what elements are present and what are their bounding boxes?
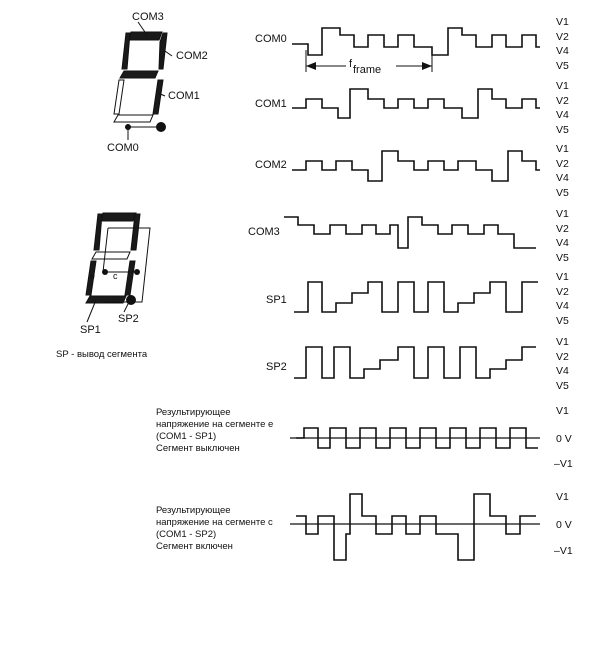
level-v1: V1 <box>556 405 569 417</box>
level-v2: V2 <box>556 351 569 363</box>
waveform-name: COM3 <box>248 226 280 238</box>
waveform-trace <box>292 151 540 181</box>
level-v1: V1 <box>556 16 569 28</box>
segment-f <box>94 214 102 250</box>
level-v1: V1 <box>556 271 569 283</box>
level-minus-v1: –V1 <box>554 545 573 557</box>
seven-segment-digit-top <box>114 32 167 122</box>
waveform-trace <box>294 347 536 378</box>
segment-c <box>125 261 135 295</box>
segment-e <box>114 80 124 114</box>
segment-e-node <box>102 269 108 275</box>
level-v2: V2 <box>556 31 569 43</box>
level-v5: V5 <box>556 124 569 136</box>
result-segment-e <box>156 405 573 470</box>
seven-segment-digit-bottom <box>86 213 140 303</box>
level-v1: V1 <box>556 208 569 220</box>
level-v5: V5 <box>556 187 569 199</box>
result-desc-line-3: (COM1 - SP2) <box>156 529 217 540</box>
result-desc-line-1: Результирующее <box>156 505 231 516</box>
level-v4: V4 <box>556 109 569 121</box>
waveform-sp1 <box>266 271 569 327</box>
level-v4: V4 <box>556 237 569 249</box>
waveform-name: COM0 <box>255 33 287 45</box>
waveform-name: SP2 <box>266 361 287 373</box>
com3-label: COM3 <box>132 11 164 23</box>
segment-d <box>114 115 153 122</box>
waveform-name: COM2 <box>255 159 287 171</box>
result-desc-line-3: (COM1 - SP1) <box>156 431 217 442</box>
level-v1: V1 <box>556 491 569 503</box>
result-desc-line-4: Сегмент включен <box>156 541 233 552</box>
result-desc-line-1: Результирующее <box>156 407 231 418</box>
segment-c <box>153 80 163 114</box>
waveform-com0 <box>255 16 569 76</box>
frame-arrow-right <box>422 62 432 70</box>
result-segment-c <box>156 491 573 560</box>
level-v5: V5 <box>556 60 569 72</box>
lcd-digit-segment-wiring <box>56 213 150 360</box>
waveform-trace <box>292 89 540 118</box>
result-desc-line-4: Сегмент выключен <box>156 443 240 454</box>
waveform-sp2 <box>266 336 569 392</box>
sp2-label: SP2 <box>118 313 139 325</box>
waveform-trace <box>292 28 540 55</box>
level-v1: V1 <box>556 80 569 92</box>
com0-label: COM0 <box>107 142 139 154</box>
sp1-label: SP1 <box>80 324 101 336</box>
waveform-trace <box>296 494 536 560</box>
waveform-trace <box>284 217 536 248</box>
waveform-com3 <box>248 208 569 264</box>
com1-label: COM1 <box>168 90 200 102</box>
com2-label: COM2 <box>176 50 208 62</box>
level-0v: 0 V <box>556 433 572 445</box>
segment-a <box>101 213 136 221</box>
segment-f <box>122 33 130 69</box>
frame-period-marker <box>306 50 432 76</box>
segment-c-node <box>134 269 140 275</box>
level-v5: V5 <box>556 252 569 264</box>
level-v4: V4 <box>556 365 569 377</box>
level-v2: V2 <box>556 158 569 170</box>
level-v2: V2 <box>556 95 569 107</box>
sp2-terminal-dot <box>126 295 136 305</box>
waveform-trace <box>294 282 538 312</box>
frame-label: f <box>349 58 353 70</box>
lcd-digit-com-wiring <box>107 11 208 154</box>
level-v1: V1 <box>556 143 569 155</box>
waveform-name: SP1 <box>266 294 287 306</box>
waveform-com2 <box>255 143 569 199</box>
result-desc-line-2: напряжение на сегменте е <box>156 419 274 430</box>
result-desc-line-2: напряжение на сегменте с <box>156 517 273 528</box>
level-v1: V1 <box>556 336 569 348</box>
com1-terminal-dot <box>156 122 166 132</box>
level-v5: V5 <box>556 380 569 392</box>
level-v4: V4 <box>556 45 569 57</box>
level-v5: V5 <box>556 315 569 327</box>
waveform-name: COM1 <box>255 98 287 110</box>
segment-g <box>92 252 130 259</box>
level-v2: V2 <box>556 286 569 298</box>
frame-label-subscript: frame <box>353 64 382 76</box>
waveform-com1 <box>255 80 569 136</box>
frame-arrow-left <box>306 62 316 70</box>
level-minus-v1: –V1 <box>554 458 573 470</box>
com0-terminal-dot <box>125 124 131 130</box>
segment-pin-caption: SP - вывод сегмента <box>56 349 148 360</box>
level-0v: 0 V <box>556 519 572 531</box>
level-v4: V4 <box>556 300 569 312</box>
segment-c-label: c <box>113 271 118 281</box>
segment-e-label: e <box>90 271 96 281</box>
level-v4: V4 <box>556 172 569 184</box>
level-v2: V2 <box>556 223 569 235</box>
segment-g <box>120 71 158 78</box>
